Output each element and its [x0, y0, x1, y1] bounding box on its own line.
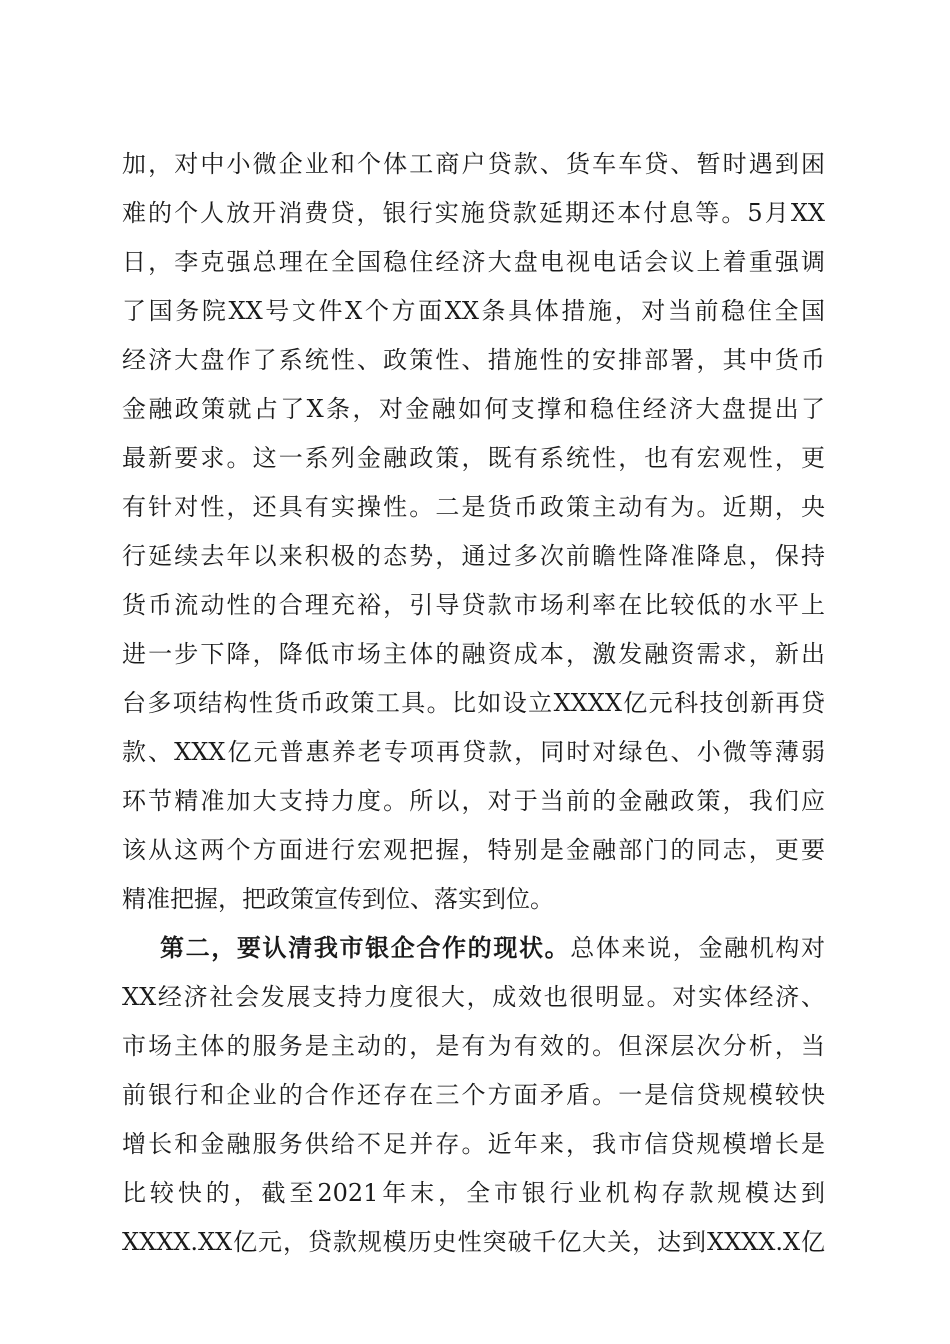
text-line: 经济大盘作了系统性、政策性、措施性的安排部署，其中货币 [122, 346, 825, 374]
text-span: 总体来说，金融机构对 [570, 934, 825, 962]
text-line: 款、XXX亿元普惠养老专项再贷款，同时对绿色、小微等薄弱 [122, 738, 825, 766]
text-line: 有针对性，还具有实操性。二是货币政策主动有为。近期，央 [122, 493, 825, 521]
text-line: 比较快的，截至2021年末，全市银行业机构存款规模达到 [122, 1179, 825, 1207]
text-line: 进一步下降，降低市场主体的融资成本，激发融资需求，新出 [122, 640, 825, 668]
text-line: 该从这两个方面进行宏观把握，特别是金融部门的同志，更要 [122, 836, 825, 864]
text-line: 难的个人放开消费贷，银行实施贷款延期还本付息等。5月XX [122, 199, 825, 227]
text-line: 行延续去年以来积极的态势，通过多次前瞻性降准降息，保持 [122, 542, 825, 570]
text-line: 前银行和企业的合作还存在三个方面矛盾。一是信贷规模较快 [122, 1081, 825, 1109]
text-line: 金融政策就占了X条，对金融如何支撑和稳住经济大盘提出了 [122, 395, 825, 423]
text-line: 了国务院XX号文件X个方面XX条具体措施，对当前稳住全国 [122, 297, 825, 325]
section-heading: 第二，要认清我市银企合作的现状。 [160, 933, 571, 962]
text-line: 加，对中小微企业和个体工商户贷款、货车车贷、暂时遇到困 [122, 150, 825, 178]
text-line: 货币流动性的合理充裕，引导贷款市场利率在比较低的水平上 [122, 591, 825, 619]
text-line: XXXX.XX亿元，贷款规模历史性突破千亿大关，达到XXXX.X亿 [122, 1228, 825, 1256]
text-line: 增长和金融服务供给不足并存。近年来，我市信贷规模增长是 [122, 1130, 825, 1158]
text-line: 精准把握，把政策宣传到位、落实到位。 [122, 885, 554, 913]
text-line: 环节精准加大支持力度。所以，对于当前的金融政策，我们应 [122, 787, 825, 815]
paragraph-first-line [160, 928, 825, 968]
text-line: 市场主体的服务是主动的，是有为有效的。但深层次分析，当 [122, 1032, 825, 1060]
text-line: 台多项结构性货币政策工具。比如设立XXXX亿元科技创新再贷 [122, 689, 825, 717]
text-line: 日，李克强总理在全国稳住经济大盘电视电话会议上着重强调 [122, 248, 825, 276]
text-line: 最新要求。这一系列金融政策，既有系统性，也有宏观性，更 [122, 444, 825, 472]
text-line: XX经济社会发展支持力度很大，成效也很明显。对实体经济、 [122, 983, 825, 1011]
